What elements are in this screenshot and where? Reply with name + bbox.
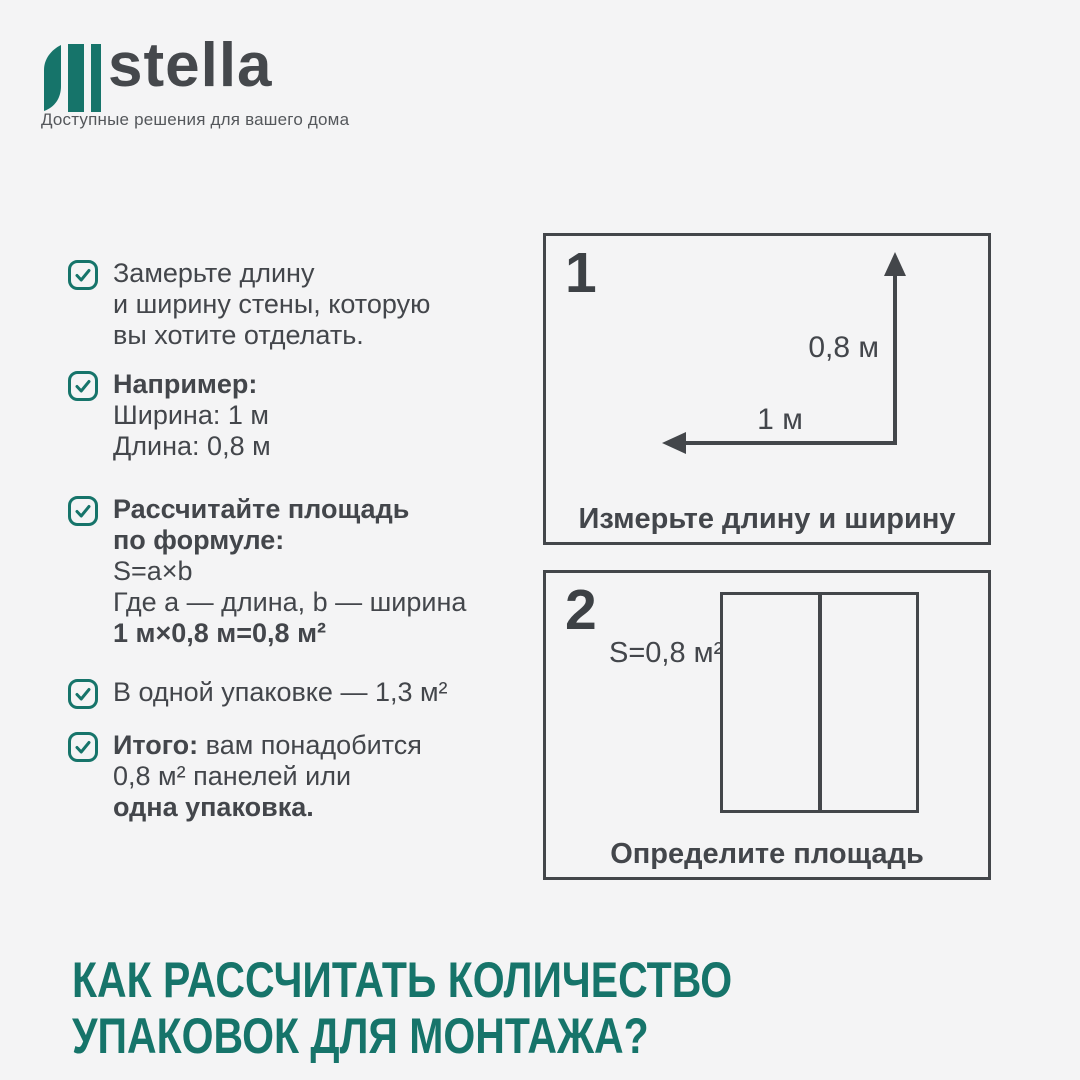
split-rectangle-diagram	[720, 592, 919, 813]
headline-line-1: КАК РАССЧИТАТЬ КОЛИЧЕСТВО	[72, 952, 733, 1008]
checklist-line: Где a — длина, b — ширина	[113, 587, 467, 617]
checklist-line: S=a×b	[113, 556, 193, 586]
checklist-line	[113, 730, 422, 761]
panel-caption: Определите площадь	[610, 838, 924, 870]
panel-number: 1	[565, 241, 597, 305]
checklist-line: по формуле:	[113, 525, 285, 555]
checklist-line: одна упаковка.	[113, 792, 314, 822]
checklist-item-example	[68, 369, 488, 462]
panel-caption: Измерьте длину и ширину	[578, 503, 956, 535]
area-label: S=0,8 м²	[609, 637, 724, 669]
checklist-item-text	[113, 258, 430, 351]
checklist-line: Длина: 0,8 м	[113, 431, 271, 461]
brand-tagline: Доступные решения для вашего дома	[41, 110, 350, 129]
checklist-item-text	[113, 730, 422, 823]
checklist-item-text	[113, 677, 448, 708]
panel-number: 2	[565, 578, 597, 642]
total-label: Итого:	[113, 730, 199, 760]
checklist-line: 1 м×0,8 м=0,8 м²	[113, 618, 327, 648]
checklist-item-pack-area	[68, 677, 488, 709]
instruction-panel-measure	[543, 233, 991, 545]
checkbox-checked-icon	[68, 371, 98, 401]
total-rest: вам понадобится	[205, 730, 422, 760]
checklist-item-text	[113, 494, 466, 649]
checklist-line: В одной упаковке — 1,3 м²	[113, 677, 448, 707]
checklist-line: и ширину стены, которую	[113, 289, 431, 319]
width-arrow-label: 1 м	[757, 403, 803, 436]
checklist-line: Например:	[113, 369, 258, 399]
checklist-line: вы хотите отделать.	[113, 320, 364, 350]
checklist-item-formula	[68, 494, 488, 649]
checklist-item-measure	[68, 258, 488, 351]
checklist-item-text	[113, 369, 271, 462]
headline	[72, 952, 732, 1064]
checkbox-checked-icon	[68, 732, 98, 762]
stella-logo-icon	[40, 44, 102, 112]
checkbox-checked-icon	[68, 496, 98, 526]
brand-name: stella	[108, 31, 273, 100]
checklist-line: Рассчитайте площадь	[113, 494, 410, 524]
checklist-line: Ширина: 1 м	[113, 400, 269, 430]
checklist-line: Замерьте длину	[113, 258, 315, 288]
checkbox-checked-icon	[68, 679, 98, 709]
rectangle-divider-line	[818, 595, 822, 810]
measure-arrows-icon	[546, 236, 988, 542]
instruction-panel-area	[543, 570, 991, 880]
headline-line-2: УПАКОВОК ДЛЯ МОНТАЖА?	[72, 1008, 649, 1064]
height-arrow-label: 0,8 м	[808, 331, 879, 364]
checklist-item-total	[68, 730, 488, 823]
checklist-line: 0,8 м² панелей или	[113, 761, 352, 791]
checkbox-checked-icon	[68, 260, 98, 290]
